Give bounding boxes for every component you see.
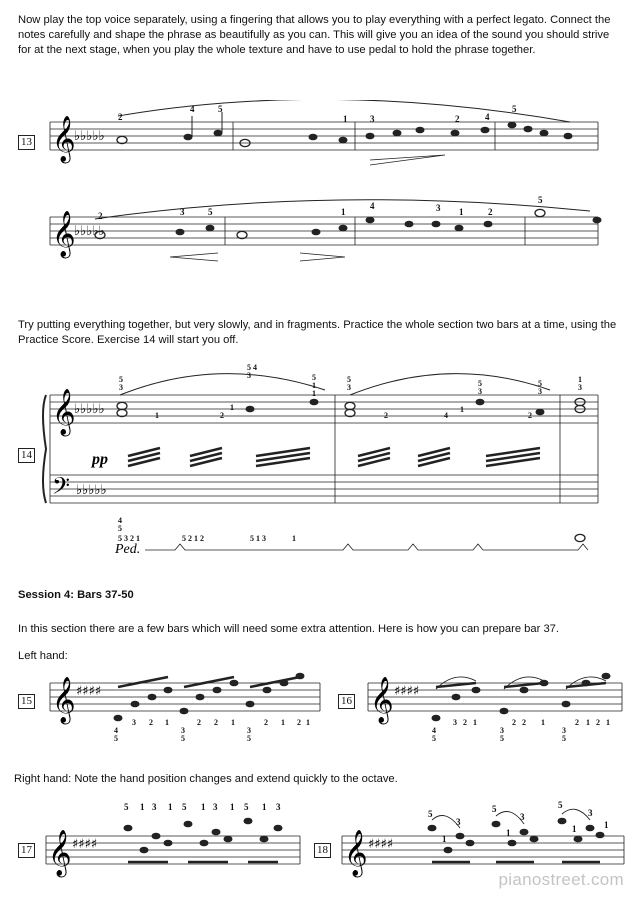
- ex13b-finger-9: 5: [538, 195, 543, 205]
- ex16-finger-10: 1: [541, 718, 545, 727]
- ex14-bass-5: 5 1 3: [250, 534, 266, 543]
- ex15-finger-6: 2: [197, 718, 201, 727]
- ex14-top-1: 5: [119, 375, 123, 384]
- ex15-finger-14: 1: [281, 718, 285, 727]
- ex16-finger-2: 5: [432, 734, 436, 743]
- ex17-finger-1: 5: [124, 802, 129, 812]
- ex18-finger-10: 1: [604, 820, 609, 830]
- svg-text:♯♯♯♯: ♯♯♯♯: [76, 684, 102, 699]
- svg-text:𝄞: 𝄞: [52, 211, 76, 257]
- ex18-finger-4: 5: [492, 804, 497, 814]
- ex16-finger-16: 1: [606, 718, 610, 727]
- ex17-finger-4: 1: [168, 802, 173, 812]
- svg-text:𝄢: 𝄢: [52, 472, 71, 505]
- exercise-number-15: 15: [18, 694, 35, 709]
- svg-text:𝄞: 𝄞: [52, 677, 76, 723]
- ex13b-finger-7: 1: [459, 207, 464, 217]
- ex18-finger-1: 5: [428, 809, 433, 819]
- ex17-finger-7: 3: [213, 802, 218, 812]
- svg-text:♭♭♭♭♭: ♭♭♭♭♭: [74, 224, 105, 239]
- svg-text:𝄞: 𝄞: [52, 116, 76, 162]
- ex14-top-12: 3: [538, 387, 542, 396]
- ex18-finger-5: 1: [506, 828, 511, 838]
- exercise-number-18: 18: [314, 843, 331, 858]
- ex17-finger-3: 3: [152, 802, 157, 812]
- svg-text:𝄞: 𝄞: [48, 830, 72, 876]
- ex14-mid-4: 2: [384, 411, 388, 420]
- ex13-finger-4: 1: [343, 114, 348, 124]
- ex15-finger-16: 1: [306, 718, 310, 727]
- svg-text:𝄞: 𝄞: [344, 830, 368, 876]
- ex15-finger-1: 4: [114, 726, 118, 735]
- ex15-finger-13: 5: [247, 734, 251, 743]
- ex16-finger-13: 5: [562, 734, 566, 743]
- ex16-finger-5: 1: [473, 718, 477, 727]
- ex14-mid-5: 4: [444, 411, 448, 420]
- practice-paragraph: Try putting everything together, but very slowly, and in fragments. Practice the whole section two bars at a time, using the Practice Score. Exercise 14 will start you off.: [18, 319, 617, 346]
- pedal-marking: Ped.: [115, 542, 141, 557]
- ex14-mid-7: 2: [528, 411, 532, 420]
- svg-text:♭♭♭♭♭: ♭♭♭♭♭: [74, 129, 105, 144]
- ex16-finger-15: 2: [596, 718, 600, 727]
- ex16-finger-1: 4: [432, 726, 436, 735]
- ex13b-finger-1: 2: [98, 211, 103, 221]
- ex13-finger-7: 4: [485, 112, 490, 122]
- ex13-finger-5: 3: [370, 114, 375, 124]
- svg-text:♭♭♭♭♭: ♭♭♭♭♭: [76, 483, 107, 498]
- ex13-finger-6: 2: [455, 114, 460, 124]
- ex14-top-9: 5: [478, 379, 482, 388]
- ex16-finger-8: 5: [500, 734, 504, 743]
- exercise-13-staff: [0, 100, 640, 180]
- ex13b-finger-3: 5: [208, 207, 213, 217]
- ex14-bass-2: 5: [118, 524, 122, 533]
- ex13-finger-1: 2: [118, 112, 123, 122]
- ex17-finger-8: 1: [230, 802, 235, 812]
- ex16-finger-9: 2: [522, 718, 526, 727]
- ex15-finger-7: 3: [181, 726, 185, 735]
- ex14-mid-3: 1: [230, 403, 234, 412]
- ex13b-finger-8: 2: [488, 207, 493, 217]
- ex14-top-11: 5: [538, 379, 542, 388]
- ex17-finger-9: 5: [244, 802, 249, 812]
- ex18-finger-6: 3: [520, 812, 525, 822]
- ex15-finger-8: 5: [181, 734, 185, 743]
- ex14-top-4: 3: [247, 371, 251, 380]
- ex13b-finger-6: 3: [436, 203, 441, 213]
- ex16-finger-12: 3: [562, 726, 566, 735]
- ex14-top-5: 5: [312, 373, 316, 382]
- exercise-13-continuation-staff: [0, 195, 640, 275]
- svg-text:𝄞: 𝄞: [52, 389, 76, 435]
- ex16-finger-6: 2: [512, 718, 516, 727]
- dynamic-pp: pp: [92, 451, 108, 468]
- right-hand-label: Right hand: Note the hand position changes and extend quickly to the octave.: [14, 773, 398, 785]
- ex16-finger-11: 2: [575, 718, 579, 727]
- ex14-top-7: 5: [347, 375, 351, 384]
- exercise-14-grand-staff: [0, 360, 640, 560]
- ex18-finger-7: 5: [558, 800, 563, 810]
- watermark: pianostreet.com: [498, 870, 624, 889]
- ex14-bass-1: 4: [118, 516, 122, 525]
- ex14-mid-1: 1: [155, 411, 159, 420]
- ex18-finger-9: 3: [588, 808, 593, 818]
- ex18-finger-8: 1: [572, 824, 577, 834]
- ex17-finger-6: 1: [201, 802, 206, 812]
- ex16-finger-7: 3: [500, 726, 504, 735]
- ex14-top-8: 3: [347, 383, 351, 392]
- ex15-finger-11: 2: [264, 718, 268, 727]
- ex13b-finger-2: 3: [180, 207, 185, 217]
- exercise-15-16-staff: [0, 665, 640, 750]
- svg-text:♯♯♯♯: ♯♯♯♯: [394, 684, 420, 699]
- ex15-finger-5: 1: [165, 718, 169, 727]
- svg-text:♯♯♯♯: ♯♯♯♯: [72, 837, 98, 852]
- svg-text:♯♯♯♯: ♯♯♯♯: [368, 837, 394, 852]
- ex16-finger-3: 3: [453, 718, 457, 727]
- ex17-finger-2: 1: [140, 802, 145, 812]
- ex13b-finger-5: 4: [370, 201, 375, 211]
- ex13-finger-8: 5: [512, 104, 517, 114]
- ex18-finger-3: 3: [456, 817, 461, 827]
- bar37-paragraph: In this section there are a few bars which will need some extra attention. Here is how you can prepare bar 37.: [18, 623, 560, 635]
- ex17-finger-11: 3: [276, 802, 281, 812]
- ex15-finger-9: 2: [214, 718, 218, 727]
- ex15-finger-12: 3: [247, 726, 251, 735]
- exercise-17-18-staff: [0, 790, 640, 880]
- ex15-finger-15: 2: [297, 718, 301, 727]
- exercise-number-16: 16: [338, 694, 355, 709]
- ex13-finger-3: 5: [218, 104, 223, 114]
- ex17-finger-10: 1: [262, 802, 267, 812]
- left-hand-label: Left hand:: [18, 650, 68, 662]
- ex14-top-2: 3: [119, 383, 123, 392]
- ex15-finger-2: 5: [114, 734, 118, 743]
- ex15-finger-3: 3: [132, 718, 136, 727]
- ex14-top-3: 5 4: [247, 363, 257, 372]
- exercise-number-17: 17: [18, 843, 35, 858]
- ex18-finger-2: 1: [442, 834, 447, 844]
- session-heading: Session 4: Bars 37-50: [18, 589, 134, 601]
- ex14-top-15: 1: [312, 389, 316, 398]
- ex14-mid-2: 2: [220, 411, 224, 420]
- ex14-top-10: 3: [478, 387, 482, 396]
- svg-text:𝄞: 𝄞: [370, 677, 394, 723]
- ex16-finger-4: 2: [463, 718, 467, 727]
- ex14-top-13: 1: [578, 375, 582, 384]
- exercise-number-14: 14: [18, 448, 35, 463]
- ex14-bass-3: 5 3 2 1: [118, 534, 140, 543]
- ex16-finger-14: 1: [586, 718, 590, 727]
- intro-paragraph: Now play the top voice separately, using a fingering that allows you to play everything with a perfect legato. Connect the notes carefully and shape the phrase as beautifully as you can. This will give you an idea of the sound you should strive for at the next stage, when you play the whole texture and have to use pedal to hold the phrase together.: [18, 14, 611, 56]
- svg-text:♭♭♭♭♭: ♭♭♭♭♭: [74, 402, 105, 417]
- exercise-number-13: 13: [18, 135, 35, 150]
- ex14-top-14: 3: [578, 383, 582, 392]
- ex15-finger-4: 2: [149, 718, 153, 727]
- ex13b-finger-4: 1: [341, 207, 346, 217]
- ex14-top-6: 1: [312, 381, 316, 390]
- ex17-finger-5: 5: [182, 802, 187, 812]
- ex14-bass-4: 5 2 1 2: [182, 534, 204, 543]
- ex13-finger-2: 4: [190, 104, 195, 114]
- ex14-bass-6: 1: [292, 534, 296, 543]
- ex15-finger-10: 1: [231, 718, 235, 727]
- ex14-mid-6: 1: [460, 405, 464, 414]
